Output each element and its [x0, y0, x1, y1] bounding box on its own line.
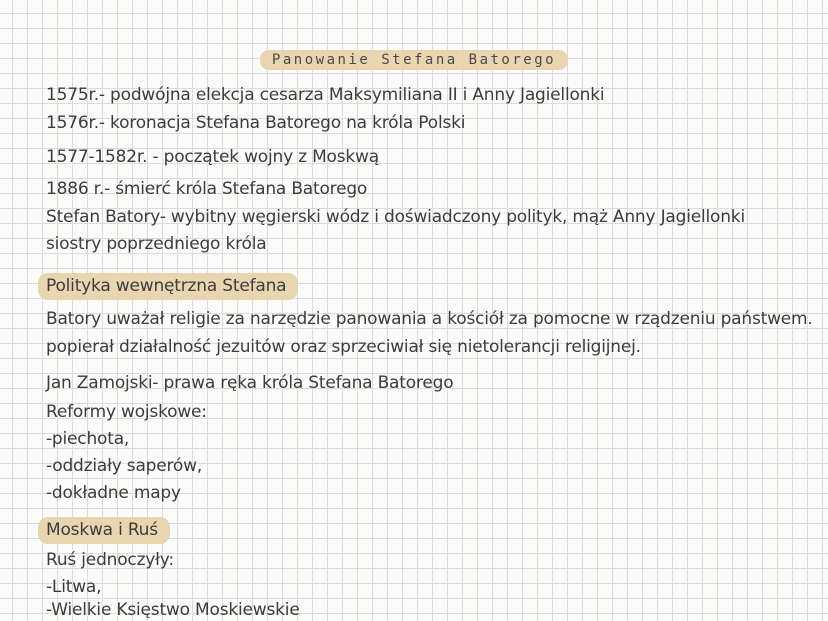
page-title: Panowanie Stefana Batorego [260, 50, 568, 70]
note-line-1575: 1575r.- podwójna elekcja cesarza Maksymiliana II i Anny Jagiellonki [46, 85, 605, 105]
note-line-religia-1: Batory uważał religie za narzędzie panowania a kościół za pomocne w rządzeniu państwem. [46, 309, 813, 329]
note-line-reformy-label: Reformy wojskowe: [46, 402, 207, 422]
note-line-religia-2: popierał działalność jezuitów oraz sprzeciwiał się nietolerancji religijnej. [46, 337, 641, 357]
list-item-piechota: -piechota, [46, 429, 130, 449]
note-line-1886: 1886 r.- śmierć króla Stefana Batorego [46, 179, 368, 199]
list-item-mapy: -dokładne mapy [46, 483, 181, 503]
list-item-litwa: -Litwa, [46, 577, 102, 597]
note-line-jan-zamojski: Jan Zamojski- prawa ręka króla Stefana Batorego [46, 373, 454, 393]
list-item-wielkie-ksiestwo: -Wielkie Księstwo Moskiewskie [46, 600, 300, 620]
section-heading-polityka-wewnetrzna: Polityka wewnętrzna Stefana [38, 273, 298, 300]
section-heading-moskwa-i-rus: Moskwa i Ruś [38, 517, 170, 544]
note-line-batory-desc-1: Stefan Batory- wybitny węgierski wódz i doświadczony polityk, mąż Anny Jagiellonki [46, 207, 745, 227]
note-line-rus-label: Ruś jednoczyły: [46, 550, 174, 570]
list-item-saperzy: -oddziały saperów, [46, 456, 203, 476]
note-line-batory-desc-2: siostry poprzedniego króla [46, 234, 267, 254]
note-line-1576: 1576r.- koronacja Stefana Batorego na króla Polski [46, 113, 466, 133]
title-row [0, 49, 828, 70]
note-line-1577-1582: 1577-1582r. - początek wojny z Moskwą [46, 147, 379, 167]
